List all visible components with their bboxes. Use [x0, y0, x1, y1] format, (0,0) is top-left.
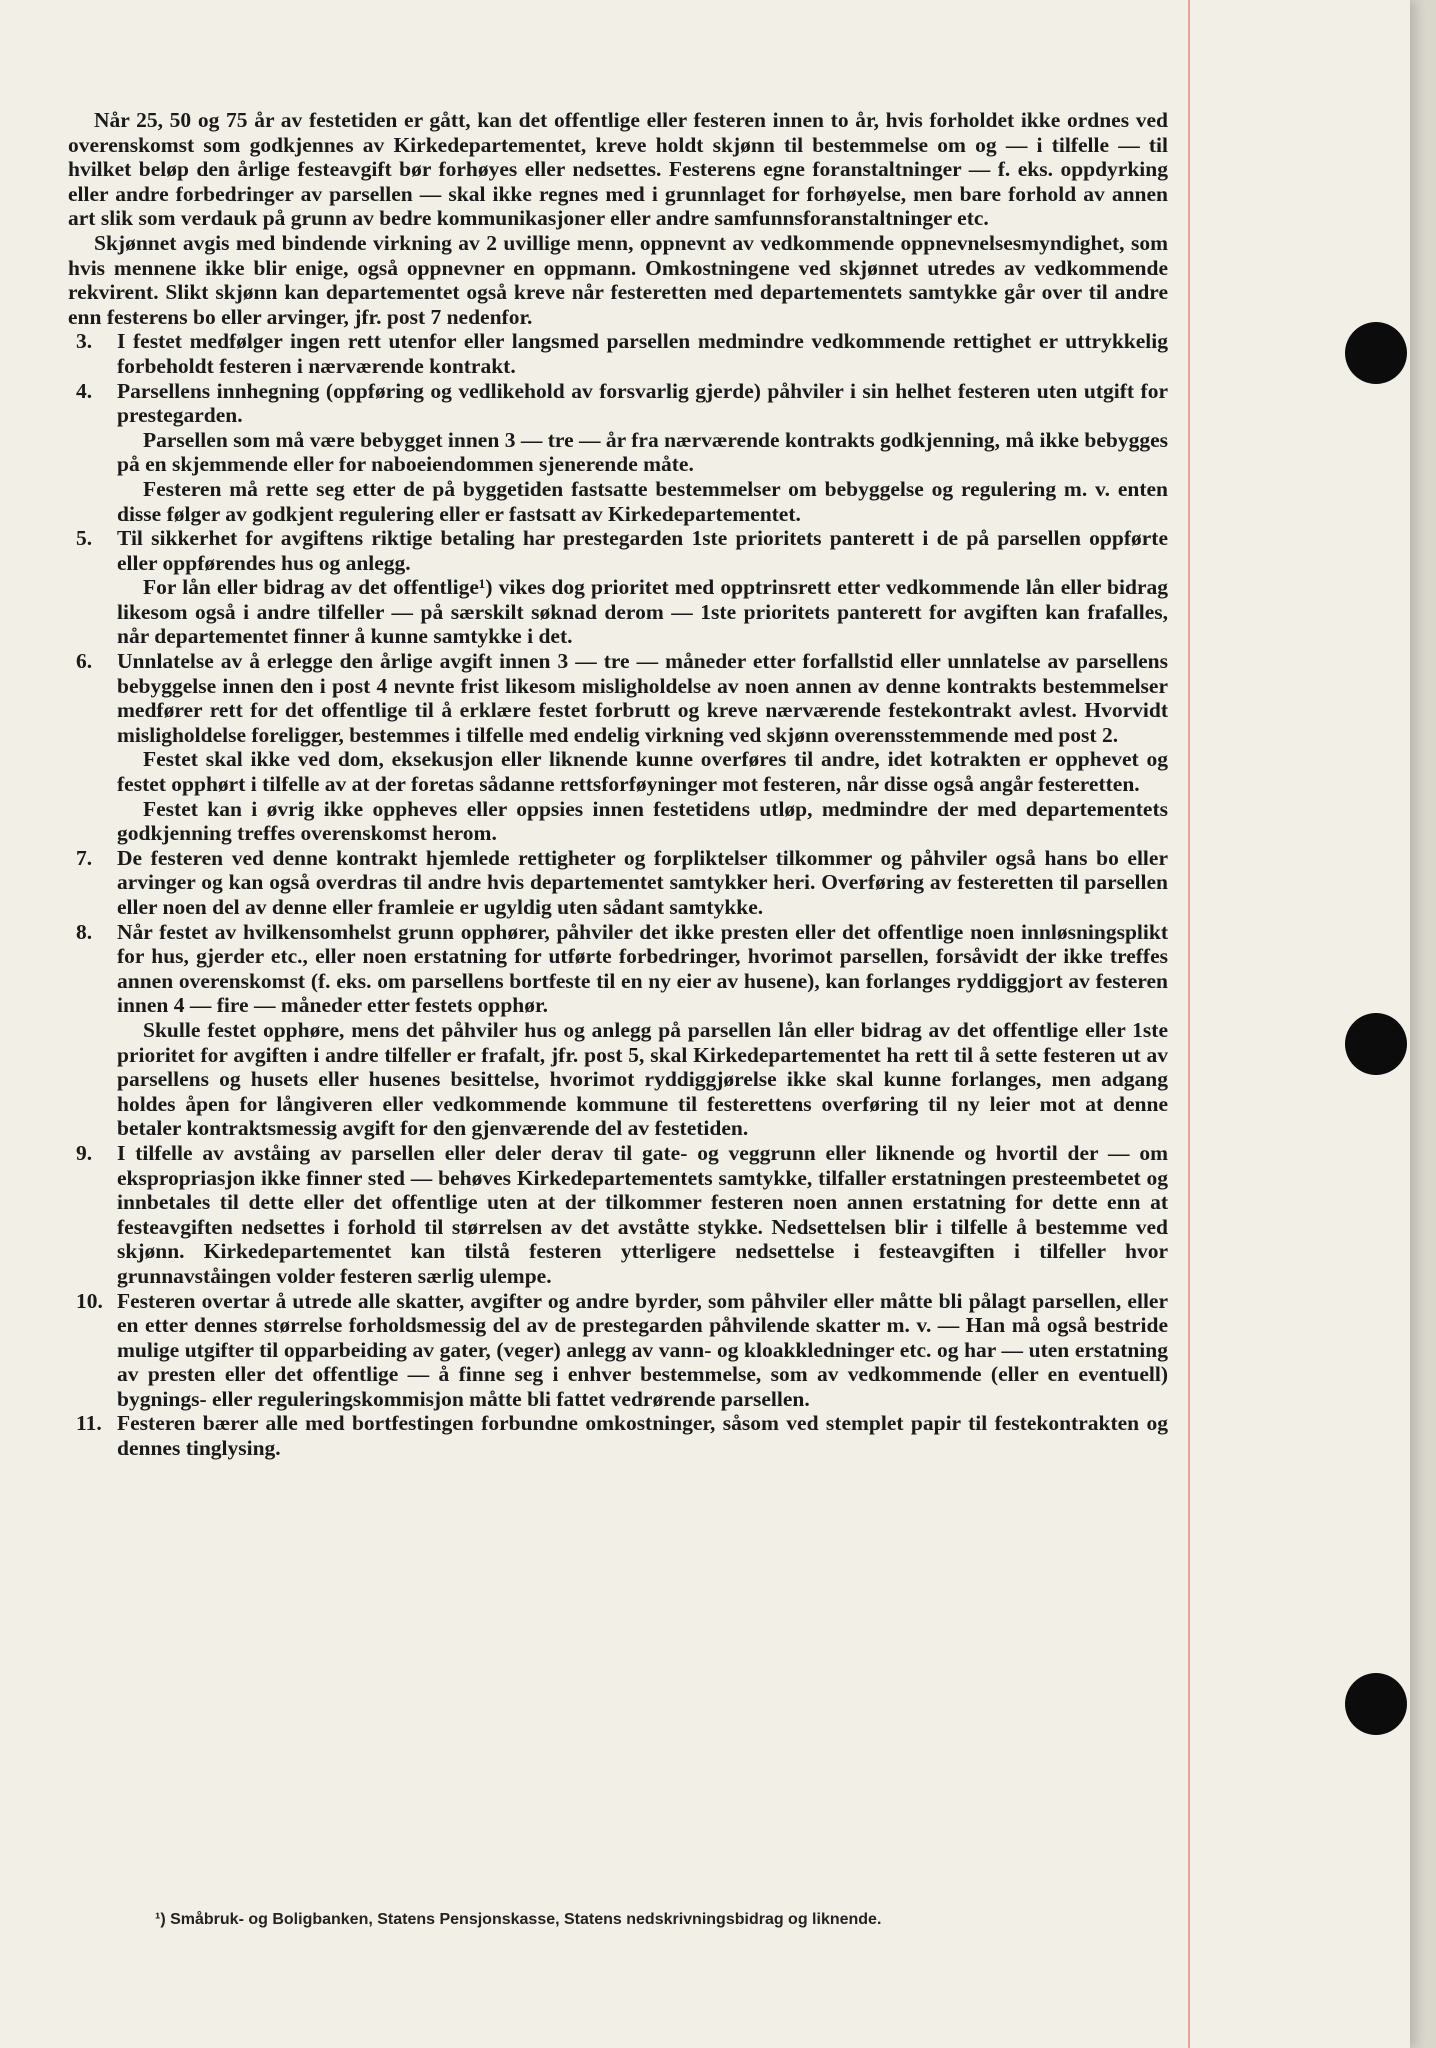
clause-paragraph: I festet medfølger ingen rett utenfor eller langsmed parsellen medmindre vedkommende rettighet er uttrykkelig forbeholdt festeren i nærværende kontrakt.	[117, 329, 1168, 378]
clause-paragraph: Parsellens innhegning (oppføring og vedlikehold av forsvarlig gjerde) påhviler i sin helhet festeren uten utgift for prestegarden.	[117, 378, 1168, 428]
clause-10	[68, 1289, 1168, 1412]
clause-number: 3.	[76, 329, 93, 354]
clause-paragraph: Festeren bærer alle med bortfestingen forbundne omkostninger, såsom ved stemplet papir til festekontrakten og dennes tinglysing.	[117, 1411, 1168, 1461]
clause-paragraph: Når festet av hvilkensomhelst grunn opphører, påhviler det ikke presten eller det offentlige noen innløsningsplikt for hus, gjerder etc., eller noen erstatning for utførte forbedringer, hvorimot parsellen, forsåvidt der ikke treffes annen overenskomst (f. eks. om parsellens bortfeste til en ny eier av husene), kan forlanges ryddiggjort av festeren innen 4 — fire — måneder etter festets opphør.	[117, 919, 1168, 1018]
clause-paragraph: Parsellen som må være bebygget innen 3 — tre — år fra nærværende kontrakts godkjenning, må ikke bebygges på en skjemmende eller for naboeiendommen sjenerende måte.	[117, 427, 1168, 477]
clause-6	[68, 649, 1168, 846]
clause-number: 5.	[76, 526, 93, 551]
clause-paragraph: Festeren må rette seg etter de på byggetiden fastsatte bestemmelser om bebyggelse og regulering m. v. enten disse følger av godkjent regulering eller er fastsatt av Kirkedepartementet.	[117, 476, 1168, 526]
footnote-text: Småbruk- og Boligbanken, Statens Pensjonskasse, Statens nedskrivningsbidrag og liknende.	[170, 1911, 882, 1928]
footnote	[155, 1911, 1155, 1929]
punch-hole	[1345, 322, 1407, 384]
clause-paragraph: Skulle festet opphøre, mens det påhviler hus og anlegg på parsellen lån eller bidrag av det offentlige eller 1ste prioritet for avgiften i andre tilfeller er frafalt, jfr. post 5, skal Kirkedepartementet ha rett til å sette festeren ut av parsellens og husets eller husenes besittelse, hvorimot ryddiggjørelse ikke skal kunne forlanges, men adgang holdes åpen for långiveren eller vedkommende kommune til festerettens overføring til ny leier mot at denne betaler kontraktsmessig avgift for den gjenværende del av festetiden.	[117, 1017, 1168, 1141]
clause-11	[68, 1411, 1168, 1460]
clause-number: 9.	[76, 1140, 93, 1165]
clause-number: 6.	[76, 649, 93, 674]
clause-number: 7.	[76, 845, 93, 870]
footnote-marker: ¹)	[155, 1911, 166, 1928]
punch-hole	[1345, 1673, 1407, 1735]
clause-number: 11.	[76, 1411, 102, 1436]
clause-paragraph: De festeren ved denne kontrakt hjemlede rettigheter og forpliktelser tilkommer og påhviler også hans bo eller arvinger og kan også overdras til andre hvis departementet samtykker heri. Overføring av festeretten til parsellen eller noen del av denne eller framleie er ugyldig uten sådant samtykke.	[117, 845, 1168, 919]
clause-paragraph: Festeren overtar å utrede alle skatter, avgifter og andre byrder, som påhviler eller måtte bli pålagt parsellen, eller en etter dennes størrelse forholdsmessig del av de prestegarden påhvilende skatter m. v. — Han må også bestride mulige utgifter til opparbeiding av gater, (veger) anlegg av vann- og kloakkledninger etc. og har — uten erstatning av presten eller det offentlige — å finne seg i enhver bestemmelse, som av vedkommende (eller en eventuell) bygnings- eller reguleringskommisjon måtte bli fattet vedrørende parsellen.	[117, 1288, 1168, 1411]
clause-4	[68, 379, 1168, 527]
clause-5	[68, 526, 1168, 649]
clause-7	[68, 846, 1168, 920]
punch-hole	[1345, 1013, 1407, 1075]
clause-number: 10.	[76, 1288, 103, 1313]
margin-line	[1188, 0, 1190, 2048]
clause-8	[68, 920, 1168, 1141]
clause-paragraph: Festet kan i øvrig ikke oppheves eller oppsies innen festetidens utløp, medmindre der med departementets godkjenning treffes overenskomst herom.	[117, 796, 1168, 846]
contract-text	[68, 108, 1168, 1461]
clause-paragraph: Festet skal ikke ved dom, eksekusjon eller liknende kunne overføres til andre, idet kotrakten er opphevet og festet opphørt i tilfelle av at der foretas sådanne rettsforføyninger mot festeren, når disse også angår festeretten.	[117, 747, 1168, 797]
intro-paragraph: Når 25, 50 og 75 år av festetiden er gått, kan det offentlige eller festeren innen to år, hvis forholdet ikke ordnes ved overenskomst som godkjennes av Kirkedepartementet, kreve holdt skjønn til bestemmelse om og — i tilfelle — til hvilket beløp den årlige festeavgift bør forhøyes eller nedsettes. Festerens egne foranstaltninger — f. eks. oppdyrking eller andre forbedringer av parsellen — skal ikke regnes med i grunnlaget for forhøyelse, men bare forhold av annen art slik som verdauk på grunn av bedre kommunikasjoner eller andre samfunnsforanstaltninger etc.	[68, 108, 1168, 231]
clause-paragraph: Til sikkerhet for avgiftens riktige betaling har prestegarden 1ste prioritets panterett i de på parsellen oppførte eller oppførendes hus og anlegg.	[117, 526, 1168, 575]
clause-number: 4.	[76, 378, 93, 403]
clause-number: 8.	[76, 919, 93, 944]
intro-paragraph: Skjønnet avgis med bindende virkning av 2 uvillige menn, oppnevnt av vedkommende oppnevnelsesmyndighet, som hvis mennene ikke blir enige, også oppnevner en oppmann. Omkostningene ved skjønnet utredes av vedkommende rekvirent. Slikt skjønn kan departementet også kreve når festeretten med departementets samtykke går over til andre enn festerens bo eller arvinger, jfr. post 7 nedenfor.	[68, 230, 1168, 329]
clause-paragraph: I tilfelle av avståing av parsellen eller deler derav til gate- og veggrunn eller liknende og hvortil der — om ekspropriasjon ikke finner sted — behøves Kirkedepartementets samtykke, tilfaller erstatningen presteembetet og innbetales til dette eller det offentlige uten at der tilkommer festeren noen annen erstatning for dette enn at festeavgiften nedsettes i forhold til størrelsen av det avståtte stykke. Nedsettelsen blir i tilfelle å bestemme ved skjønn. Kirkedepartementet kan tilstå festeren ytterligere nedsettelse i festeavgiften i tilfeller hvor grunnavståingen volder festeren særlig ulempe.	[117, 1140, 1168, 1288]
clause-9	[68, 1141, 1168, 1289]
clause-paragraph: For lån eller bidrag av det offentlige¹) vikes dog prioritet med opptrinsrett etter vedkommende lån eller bidrag likesom også i andre tilfeller — på særskilt søknad derom — 1ste prioritets panterett for avgiften kan frafalles, når departementet finner å kunne samtykke i det.	[117, 575, 1168, 649]
clause-paragraph: Unnlatelse av å erlegge den årlige avgift innen 3 — tre — måneder etter forfallstid eller unnlatelse av parsellens bebyggelse innen den i post 4 nevnte frist likesom misligholdelse av noen annen av denne kontrakts bestemmelser medfører rett for det offentlige til å erklære festet forbrutt og kreve nærværende festekontrakt avlest. Hvorvidt misligholdelse foreligger, bestemmes i tilfelle med endelig virkning ved skjønn overensstemmende med post 2.	[117, 649, 1168, 747]
clause-3	[68, 329, 1168, 378]
